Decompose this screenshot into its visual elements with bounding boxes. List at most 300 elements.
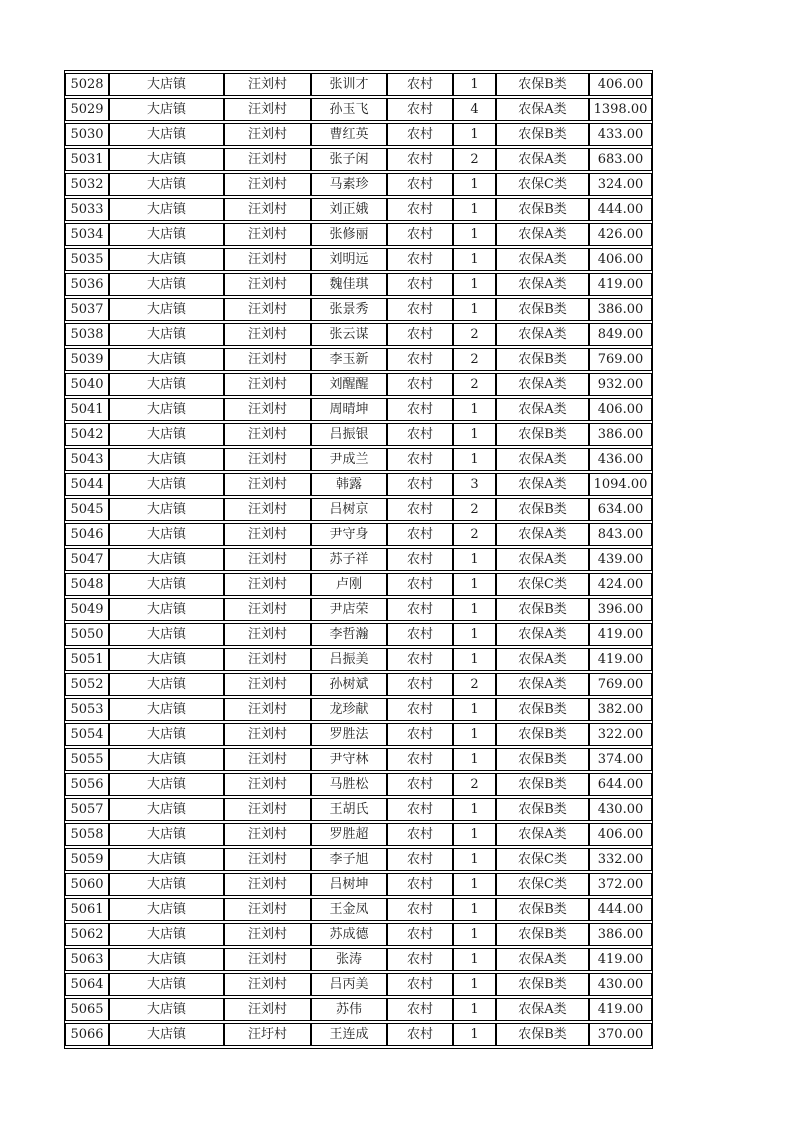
cell-name: 马胜松	[311, 773, 387, 796]
table-row	[65, 198, 652, 221]
cell-name: 刘明远	[311, 248, 387, 271]
cell-insurance-category: 农保B类	[496, 348, 589, 371]
cell-town: 大店镇	[109, 98, 224, 121]
cell-town: 大店镇	[109, 423, 224, 446]
cell-amount: 843.00	[589, 523, 652, 546]
cell-id: 5034	[65, 223, 109, 246]
cell-person-count: 2	[453, 148, 496, 171]
cell-town: 大店镇	[109, 248, 224, 271]
cell-residence-type: 农村	[387, 298, 453, 321]
cell-insurance-category: 农保B类	[496, 723, 589, 746]
table-row	[65, 648, 652, 671]
cell-town: 大店镇	[109, 273, 224, 296]
cell-id: 5042	[65, 423, 109, 446]
cell-village: 汪刘村	[224, 323, 311, 346]
cell-name: 张修丽	[311, 223, 387, 246]
cell-residence-type: 农村	[387, 823, 453, 846]
table-row	[65, 798, 652, 821]
cell-residence-type: 农村	[387, 398, 453, 421]
table-row	[65, 148, 652, 171]
cell-name: 马素珍	[311, 173, 387, 196]
cell-name: 龙珍献	[311, 698, 387, 721]
cell-insurance-category: 农保A类	[496, 473, 589, 496]
cell-person-count: 1	[453, 223, 496, 246]
cell-id: 5057	[65, 798, 109, 821]
cell-amount: 436.00	[589, 448, 652, 471]
cell-name: 尹店荣	[311, 598, 387, 621]
cell-residence-type: 农村	[387, 273, 453, 296]
cell-residence-type: 农村	[387, 673, 453, 696]
cell-town: 大店镇	[109, 148, 224, 171]
cell-amount: 444.00	[589, 198, 652, 221]
cell-name: 吕振美	[311, 648, 387, 671]
table-row	[65, 623, 652, 646]
cell-insurance-category: 农保A类	[496, 823, 589, 846]
cell-id: 5029	[65, 98, 109, 121]
cell-name: 孙树斌	[311, 673, 387, 696]
cell-amount: 430.00	[589, 798, 652, 821]
cell-village: 汪刘村	[224, 698, 311, 721]
cell-name: 张子闲	[311, 148, 387, 171]
table-row	[65, 698, 652, 721]
cell-amount: 1094.00	[589, 473, 652, 496]
cell-insurance-category: 农保C类	[496, 573, 589, 596]
cell-amount: 1398.00	[589, 98, 652, 121]
cell-village: 汪刘村	[224, 723, 311, 746]
cell-town: 大店镇	[109, 598, 224, 621]
cell-town: 大店镇	[109, 573, 224, 596]
cell-residence-type: 农村	[387, 923, 453, 946]
cell-insurance-category: 农保B类	[496, 498, 589, 521]
table-row	[65, 73, 652, 96]
table-row	[65, 598, 652, 621]
cell-town: 大店镇	[109, 648, 224, 671]
cell-town: 大店镇	[109, 223, 224, 246]
cell-id: 5061	[65, 898, 109, 921]
cell-residence-type: 农村	[387, 723, 453, 746]
cell-person-count: 2	[453, 773, 496, 796]
cell-residence-type: 农村	[387, 73, 453, 96]
cell-amount: 406.00	[589, 73, 652, 96]
cell-insurance-category: 农保A类	[496, 523, 589, 546]
cell-town: 大店镇	[109, 323, 224, 346]
cell-village: 汪刘村	[224, 298, 311, 321]
cell-amount: 424.00	[589, 573, 652, 596]
cell-insurance-category: 农保B类	[496, 298, 589, 321]
cell-village: 汪刘村	[224, 598, 311, 621]
cell-id: 5033	[65, 198, 109, 221]
cell-town: 大店镇	[109, 398, 224, 421]
cell-village: 汪刘村	[224, 848, 311, 871]
cell-residence-type: 农村	[387, 998, 453, 1021]
cell-residence-type: 农村	[387, 948, 453, 971]
cell-person-count: 1	[453, 1023, 496, 1046]
cell-town: 大店镇	[109, 298, 224, 321]
cell-id: 5062	[65, 923, 109, 946]
cell-amount: 426.00	[589, 223, 652, 246]
cell-village: 汪刘村	[224, 948, 311, 971]
cell-name: 王金凤	[311, 898, 387, 921]
cell-town: 大店镇	[109, 173, 224, 196]
cell-village: 汪刘村	[224, 798, 311, 821]
table-row	[65, 673, 652, 696]
cell-amount: 433.00	[589, 123, 652, 146]
insurance-roster-table	[64, 70, 653, 1049]
cell-person-count: 1	[453, 248, 496, 271]
cell-town: 大店镇	[109, 823, 224, 846]
cell-residence-type: 农村	[387, 873, 453, 896]
cell-insurance-category: 农保B类	[496, 698, 589, 721]
cell-name: 王胡氏	[311, 798, 387, 821]
table-row	[65, 748, 652, 771]
cell-id: 5058	[65, 823, 109, 846]
cell-village: 汪刘村	[224, 198, 311, 221]
cell-person-count: 2	[453, 323, 496, 346]
cell-residence-type: 农村	[387, 173, 453, 196]
cell-town: 大店镇	[109, 123, 224, 146]
cell-town: 大店镇	[109, 898, 224, 921]
table-row	[65, 398, 652, 421]
cell-residence-type: 农村	[387, 148, 453, 171]
cell-person-count: 4	[453, 98, 496, 121]
table-row	[65, 248, 652, 271]
cell-person-count: 1	[453, 698, 496, 721]
table-row	[65, 973, 652, 996]
cell-name: 尹成兰	[311, 448, 387, 471]
cell-village: 汪刘村	[224, 248, 311, 271]
cell-name: 卢刚	[311, 573, 387, 596]
cell-village: 汪刘村	[224, 523, 311, 546]
cell-residence-type: 农村	[387, 123, 453, 146]
cell-village: 汪刘村	[224, 348, 311, 371]
cell-amount: 439.00	[589, 548, 652, 571]
cell-name: 罗胜法	[311, 723, 387, 746]
cell-id: 5056	[65, 773, 109, 796]
cell-residence-type: 农村	[387, 348, 453, 371]
cell-insurance-category: 农保A类	[496, 548, 589, 571]
cell-id: 5047	[65, 548, 109, 571]
cell-name: 张景秀	[311, 298, 387, 321]
cell-amount: 372.00	[589, 873, 652, 896]
cell-amount: 324.00	[589, 173, 652, 196]
cell-id: 5030	[65, 123, 109, 146]
cell-village: 汪刘村	[224, 998, 311, 1021]
cell-town: 大店镇	[109, 798, 224, 821]
cell-id: 5046	[65, 523, 109, 546]
cell-name: 尹守身	[311, 523, 387, 546]
cell-id: 5040	[65, 373, 109, 396]
table-row	[65, 498, 652, 521]
cell-person-count: 1	[453, 723, 496, 746]
cell-person-count: 1	[453, 423, 496, 446]
cell-residence-type: 农村	[387, 773, 453, 796]
cell-village: 汪刘村	[224, 648, 311, 671]
cell-insurance-category: 农保A类	[496, 648, 589, 671]
cell-insurance-category: 农保B类	[496, 773, 589, 796]
cell-town: 大店镇	[109, 373, 224, 396]
cell-name: 吕树京	[311, 498, 387, 521]
cell-id: 5050	[65, 623, 109, 646]
cell-village: 汪刘村	[224, 448, 311, 471]
cell-insurance-category: 农保A类	[496, 398, 589, 421]
table-row	[65, 98, 652, 121]
cell-amount: 406.00	[589, 823, 652, 846]
cell-insurance-category: 农保A类	[496, 223, 589, 246]
table-row	[65, 548, 652, 571]
cell-person-count: 1	[453, 298, 496, 321]
cell-village: 汪刘村	[224, 573, 311, 596]
cell-amount: 419.00	[589, 948, 652, 971]
cell-person-count: 1	[453, 398, 496, 421]
cell-amount: 370.00	[589, 1023, 652, 1046]
cell-id: 5037	[65, 298, 109, 321]
table-row	[65, 898, 652, 921]
cell-id: 5032	[65, 173, 109, 196]
cell-person-count: 1	[453, 898, 496, 921]
cell-person-count: 1	[453, 548, 496, 571]
table-row	[65, 298, 652, 321]
table-body	[65, 73, 652, 1046]
cell-village: 汪刘村	[224, 473, 311, 496]
cell-town: 大店镇	[109, 773, 224, 796]
cell-id: 5036	[65, 273, 109, 296]
table-row	[65, 948, 652, 971]
table-row	[65, 773, 652, 796]
cell-name: 吕振银	[311, 423, 387, 446]
cell-residence-type: 农村	[387, 973, 453, 996]
cell-village: 汪刘村	[224, 823, 311, 846]
cell-insurance-category: 农保A类	[496, 948, 589, 971]
cell-residence-type: 农村	[387, 848, 453, 871]
cell-insurance-category: 农保B类	[496, 198, 589, 221]
cell-person-count: 2	[453, 348, 496, 371]
cell-amount: 769.00	[589, 673, 652, 696]
cell-person-count: 1	[453, 598, 496, 621]
cell-residence-type: 农村	[387, 548, 453, 571]
cell-town: 大店镇	[109, 448, 224, 471]
cell-residence-type: 农村	[387, 248, 453, 271]
cell-amount: 769.00	[589, 348, 652, 371]
cell-person-count: 1	[453, 923, 496, 946]
cell-insurance-category: 农保B类	[496, 923, 589, 946]
cell-residence-type: 农村	[387, 748, 453, 771]
cell-village: 汪刘村	[224, 73, 311, 96]
cell-person-count: 3	[453, 473, 496, 496]
cell-id: 5052	[65, 673, 109, 696]
cell-id: 5038	[65, 323, 109, 346]
cell-amount: 322.00	[589, 723, 652, 746]
cell-residence-type: 农村	[387, 498, 453, 521]
cell-residence-type: 农村	[387, 798, 453, 821]
cell-person-count: 1	[453, 623, 496, 646]
cell-name: 孙玉飞	[311, 98, 387, 121]
cell-name: 张训才	[311, 73, 387, 96]
cell-insurance-category: 农保C类	[496, 873, 589, 896]
cell-residence-type: 农村	[387, 473, 453, 496]
cell-amount: 419.00	[589, 648, 652, 671]
cell-insurance-category: 农保B类	[496, 973, 589, 996]
cell-town: 大店镇	[109, 348, 224, 371]
table-row	[65, 423, 652, 446]
cell-amount: 386.00	[589, 423, 652, 446]
cell-town: 大店镇	[109, 848, 224, 871]
cell-insurance-category: 农保B类	[496, 748, 589, 771]
cell-id: 5041	[65, 398, 109, 421]
cell-insurance-category: 农保B类	[496, 898, 589, 921]
cell-residence-type: 农村	[387, 598, 453, 621]
cell-village: 汪刘村	[224, 173, 311, 196]
cell-amount: 634.00	[589, 498, 652, 521]
cell-person-count: 1	[453, 123, 496, 146]
cell-amount: 849.00	[589, 323, 652, 346]
cell-person-count: 1	[453, 273, 496, 296]
cell-person-count: 2	[453, 498, 496, 521]
cell-town: 大店镇	[109, 948, 224, 971]
table-row	[65, 323, 652, 346]
cell-id: 5063	[65, 948, 109, 971]
cell-person-count: 1	[453, 948, 496, 971]
cell-id: 5039	[65, 348, 109, 371]
cell-name: 苏子祥	[311, 548, 387, 571]
cell-town: 大店镇	[109, 473, 224, 496]
cell-amount: 932.00	[589, 373, 652, 396]
cell-town: 大店镇	[109, 873, 224, 896]
cell-insurance-category: 农保B类	[496, 123, 589, 146]
table-row	[65, 998, 652, 1021]
cell-residence-type: 农村	[387, 448, 453, 471]
cell-village: 汪刘村	[224, 123, 311, 146]
cell-person-count: 1	[453, 873, 496, 896]
cell-town: 大店镇	[109, 998, 224, 1021]
cell-village: 汪刘村	[224, 223, 311, 246]
cell-town: 大店镇	[109, 523, 224, 546]
cell-id: 5051	[65, 648, 109, 671]
cell-person-count: 1	[453, 823, 496, 846]
cell-amount: 406.00	[589, 248, 652, 271]
cell-person-count: 1	[453, 748, 496, 771]
cell-amount: 644.00	[589, 773, 652, 796]
table-row	[65, 223, 652, 246]
cell-residence-type: 农村	[387, 423, 453, 446]
cell-id: 5044	[65, 473, 109, 496]
cell-town: 大店镇	[109, 623, 224, 646]
table-row	[65, 373, 652, 396]
cell-residence-type: 农村	[387, 223, 453, 246]
cell-person-count: 1	[453, 173, 496, 196]
cell-town: 大店镇	[109, 198, 224, 221]
cell-name: 吕丙美	[311, 973, 387, 996]
cell-amount: 396.00	[589, 598, 652, 621]
cell-amount: 332.00	[589, 848, 652, 871]
cell-name: 王连成	[311, 1023, 387, 1046]
cell-village: 汪刘村	[224, 398, 311, 421]
cell-name: 尹守林	[311, 748, 387, 771]
cell-person-count: 1	[453, 998, 496, 1021]
cell-village: 汪刘村	[224, 898, 311, 921]
cell-village: 汪刘村	[224, 623, 311, 646]
cell-name: 罗胜超	[311, 823, 387, 846]
cell-town: 大店镇	[109, 973, 224, 996]
cell-id: 5043	[65, 448, 109, 471]
cell-name: 魏佳琪	[311, 273, 387, 296]
cell-town: 大店镇	[109, 548, 224, 571]
cell-insurance-category: 农保B类	[496, 1023, 589, 1046]
cell-village: 汪刘村	[224, 498, 311, 521]
cell-insurance-category: 农保C类	[496, 173, 589, 196]
cell-insurance-category: 农保A类	[496, 623, 589, 646]
table-row	[65, 123, 652, 146]
cell-person-count: 1	[453, 73, 496, 96]
cell-id: 5053	[65, 698, 109, 721]
cell-village: 汪刘村	[224, 973, 311, 996]
cell-insurance-category: 农保B类	[496, 73, 589, 96]
cell-person-count: 1	[453, 798, 496, 821]
table-row	[65, 1023, 652, 1046]
cell-name: 刘醒醒	[311, 373, 387, 396]
table-row	[65, 573, 652, 596]
cell-name: 周晴坤	[311, 398, 387, 421]
cell-village: 汪刘村	[224, 98, 311, 121]
cell-town: 大店镇	[109, 1023, 224, 1046]
cell-amount: 386.00	[589, 923, 652, 946]
cell-insurance-category: 农保A类	[496, 673, 589, 696]
cell-name: 苏伟	[311, 998, 387, 1021]
cell-village: 汪刘村	[224, 148, 311, 171]
table-row	[65, 723, 652, 746]
table-row	[65, 348, 652, 371]
cell-insurance-category: 农保A类	[496, 323, 589, 346]
cell-name: 苏成德	[311, 923, 387, 946]
cell-id: 5055	[65, 748, 109, 771]
cell-town: 大店镇	[109, 698, 224, 721]
table-row	[65, 523, 652, 546]
cell-id: 5059	[65, 848, 109, 871]
cell-insurance-category: 农保A类	[496, 448, 589, 471]
cell-id: 5035	[65, 248, 109, 271]
cell-id: 5048	[65, 573, 109, 596]
cell-amount: 683.00	[589, 148, 652, 171]
cell-name: 曹红英	[311, 123, 387, 146]
cell-id: 5066	[65, 1023, 109, 1046]
cell-town: 大店镇	[109, 723, 224, 746]
cell-insurance-category: 农保A类	[496, 373, 589, 396]
cell-village: 汪刘村	[224, 273, 311, 296]
cell-amount: 419.00	[589, 273, 652, 296]
cell-residence-type: 农村	[387, 573, 453, 596]
cell-village: 汪刘村	[224, 923, 311, 946]
cell-amount: 374.00	[589, 748, 652, 771]
cell-town: 大店镇	[109, 498, 224, 521]
cell-person-count: 1	[453, 448, 496, 471]
cell-name: 刘正娥	[311, 198, 387, 221]
cell-insurance-category: 农保B类	[496, 798, 589, 821]
cell-residence-type: 农村	[387, 623, 453, 646]
cell-town: 大店镇	[109, 73, 224, 96]
cell-insurance-category: 农保C类	[496, 848, 589, 871]
cell-village: 汪刘村	[224, 373, 311, 396]
cell-name: 李玉新	[311, 348, 387, 371]
table-row	[65, 823, 652, 846]
cell-residence-type: 农村	[387, 373, 453, 396]
cell-person-count: 2	[453, 523, 496, 546]
cell-residence-type: 农村	[387, 198, 453, 221]
cell-amount: 430.00	[589, 973, 652, 996]
cell-id: 5060	[65, 873, 109, 896]
cell-id: 5049	[65, 598, 109, 621]
cell-insurance-category: 农保A类	[496, 148, 589, 171]
table-row	[65, 473, 652, 496]
cell-insurance-category: 农保B类	[496, 598, 589, 621]
